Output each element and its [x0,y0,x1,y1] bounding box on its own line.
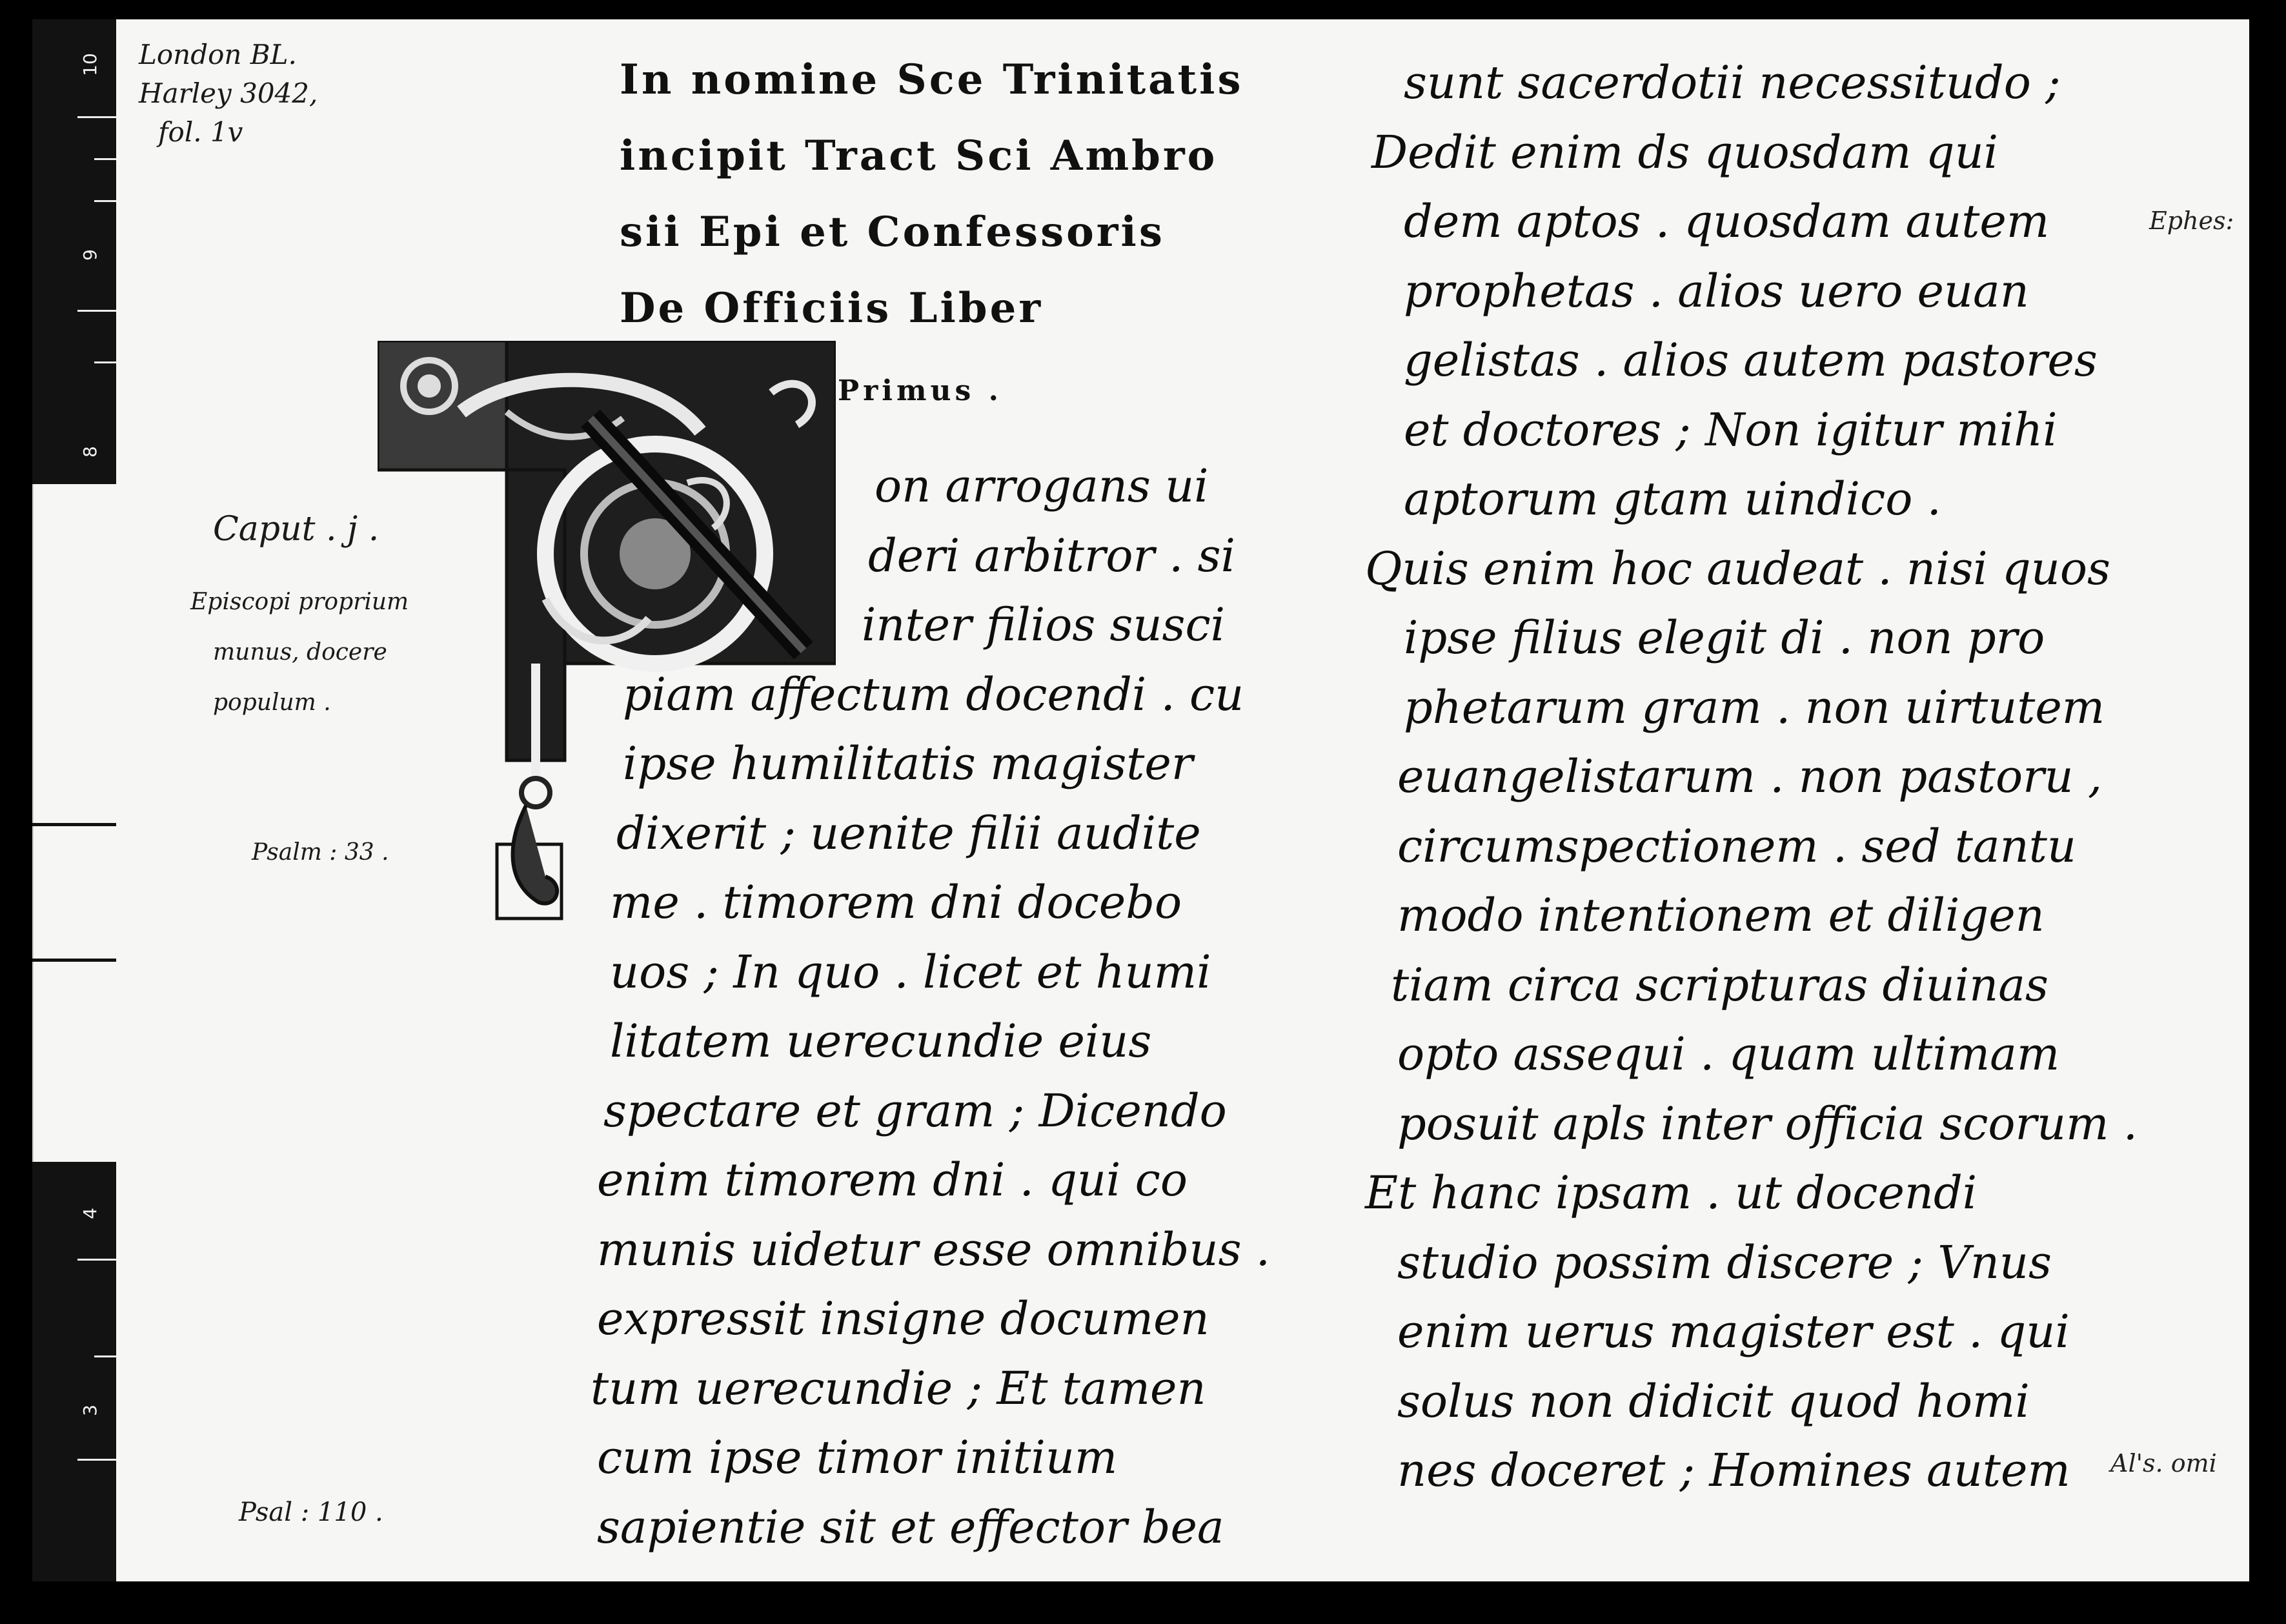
text-column-right [1365,48,2138,1506]
text-line: expressit insigne documen [597,1292,1209,1345]
text-line: aptorum gtam uindico . [1404,472,1941,525]
text-line: solus non didicit quod homi [1397,1374,2030,1428]
margin-ephes: Ephes: [2149,207,2234,235]
scale-tick [77,1459,116,1461]
scale-line [32,959,116,962]
margin-alt: Al's. omi [2110,1449,2217,1477]
text-line: et doctores ; Non igitur mihi [1404,403,2058,456]
text-line: Et hanc ipsam . ut docendi [1365,1166,1977,1219]
margin-caput: Caput . j . [213,510,379,549]
text-line: opto assequi . quam ultimam [1397,1028,2060,1081]
scale-tick [94,200,116,202]
text-line: circumspectionem . sed tantu [1397,819,2076,873]
text-column-left [591,452,1270,1562]
text-line: euangelistarum . non pastoru , [1397,750,2103,803]
text-line: me . timorem dni docebo [610,876,1182,929]
text-line: tiam circa scripturas diuinas [1391,958,2048,1011]
scale-segment [32,1162,116,1581]
text-line: nes doceret ; Homines autem [1397,1444,2070,1497]
scale-label: 9 [79,249,101,261]
text-line: ipse filius elegit di . non pro [1404,611,2045,664]
text-line: munis uidetur esse omnibus . [597,1223,1270,1276]
scale-line [32,823,116,826]
text-line: Dedit enim ds quosdam qui [1371,125,1999,179]
scale-segment [32,19,116,484]
text-line: enim timorem dni . qui co [597,1153,1188,1206]
text-line: prophetas . alios uero euan [1404,264,2029,318]
scale-tick [94,158,116,160]
text-line: enim uerus magister est . qui [1397,1305,2070,1358]
text-line: deri arbitror . si [868,529,1235,582]
scale-label: 10 [79,53,101,76]
text-line: tum uerecundie ; Et tamen [591,1361,1206,1415]
title-line: sii Epi et Confessoris [620,208,1165,256]
text-line: dem aptos . quosdam autem [1404,195,2050,248]
scale-label: 3 [79,1405,101,1416]
text-line: litatem uerecundie eius [610,1015,1152,1068]
scale-tick [77,310,116,312]
text-line: spectare et gram ; Dicendo [603,1084,1227,1137]
margin-gloss: populum . [213,689,331,716]
text-line: Quis enim hoc audeat . nisi quos [1365,542,2110,595]
scale-tick [77,116,116,118]
catalog-note-line: Harley 3042, [139,77,318,109]
measurement-scale [32,19,116,1581]
margin-gloss: munus, docere [213,639,387,665]
text-line: posuit apls inter officia scorum . [1397,1097,2138,1150]
text-line: sapientie sit et effector bea [597,1500,1224,1554]
text-line: uos ; In quo . licet et humi [610,945,1211,999]
text-line: sunt sacerdotii necessitudo ; [1404,56,2061,109]
catalog-note-line: fol. 1v [158,116,243,148]
text-line: dixerit ; uenite filii audite [616,806,1201,860]
scale-label: 4 [79,1208,101,1219]
scale-label: 8 [79,446,101,458]
title-line: In nomine Sce Trinitatis [620,56,1244,104]
text-line: ipse humilitatis magister [623,737,1193,790]
rubric-title [620,42,1244,347]
margin-gloss: Episcopi proprium [190,589,409,615]
text-line: modo intentionem et diligen [1397,889,2045,942]
text-line: cum ipse timor initium [597,1431,1118,1484]
scale-tick [77,1259,116,1261]
text-line: piam affectum docendi . cu [623,667,1244,721]
catalog-note [139,36,318,152]
catalog-note-line: London BL. [139,39,297,70]
margin-psalm: Psalm : 33 . [252,839,389,866]
text-line: phetarum gram . non uirtutem [1404,680,2105,734]
text-line: studio possim discere ; Vnus [1397,1235,2052,1289]
title-line: De Officiis Liber [620,284,1044,332]
text-line: gelistas . alios autem pastores [1404,334,2098,387]
title-primus: Primus . [838,374,1002,407]
scale-tick [94,1355,116,1357]
title-line: incipit Tract Sci Ambro [620,132,1218,180]
scale-tick [94,361,116,363]
margin-psalm: Psal : 110 . [239,1497,383,1527]
text-line: inter filios susci [862,598,1226,651]
text-line: on arrogans ui [875,460,1209,513]
